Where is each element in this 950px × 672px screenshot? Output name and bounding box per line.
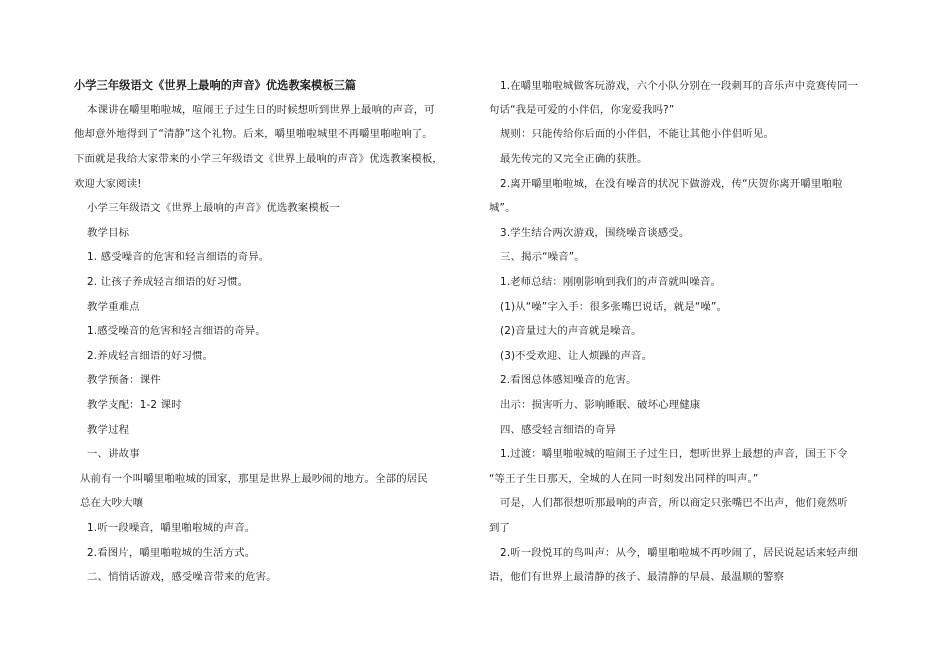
- subheading: 四、感受轻言细语的奇异: [500, 424, 616, 436]
- list-item: 1.听一段噪音，嚼里啪啦城的声音。: [87, 522, 256, 534]
- list-item: 1.老师总结：刚刚影响到我们的声音就叫噪音。: [500, 276, 722, 288]
- subheading: 一、讲故事: [87, 448, 140, 460]
- document-title: 小学三年级语文《世界上最响的声音》优选教案模板三篇: [74, 79, 357, 92]
- list-item: 2.养成轻言细语的好习惯。: [87, 350, 214, 362]
- paragraph-line: 语，他们有世界上最清静的孩子、最清静的早晨、最温顺的警察: [489, 571, 785, 583]
- subheading: 教学目标: [87, 227, 130, 239]
- list-item: 1.感受噪音的危害和轻言细语的奇异。: [87, 325, 266, 337]
- paragraph-line: 句话“我是可爱的小伴侣，你宠爱我吗?”: [489, 104, 675, 116]
- paragraph-line: 教学支配：1-2 课时: [87, 399, 182, 411]
- list-item: 2.看图总体感知噪音的危害。: [500, 374, 637, 386]
- paragraph-line: 本课讲在嚼里啪啦城，喧闹王子过生日的时候想听到世界上最响的声音，可: [87, 104, 435, 116]
- section-heading: 小学三年级语文《世界上最响的声音》优选教案模板一: [87, 202, 340, 214]
- paragraph-line: 教学预备：课件: [87, 374, 161, 386]
- paragraph-line: 他却意外地得到了“清静”这个礼物。后来，嚼里啪啦城里不再嚼里啪啦响了。: [74, 128, 433, 140]
- list-item: 2.离开嚼里啪啦城，在没有噪音的状况下做游戏，传“庆贺你离开嚼里啪啦: [500, 178, 843, 190]
- paragraph-line: 城”。: [489, 202, 516, 214]
- list-item: (2)音量过大的声音就是噪音。: [500, 325, 642, 337]
- paragraph-line: 到了: [489, 522, 511, 534]
- list-item: 2. 让孩子养成轻言细语的好习惯。: [87, 276, 249, 288]
- paragraph-line: “等王子生日那天，全城的人在同一时刻发出同样的叫声。”: [489, 473, 759, 485]
- subheading: 教学过程: [87, 424, 130, 436]
- paragraph-line: 最先传完的又完全正确的获胜。: [500, 153, 648, 165]
- list-item: (1)从“噪”字入手：很多张嘴巴说话，就是“噪”。: [500, 301, 728, 313]
- paragraph-line: 规则：只能传给你后面的小伴侣，不能让其他小伴侣听见。: [500, 128, 775, 140]
- paragraph-line: 出示：损害听力、影响睡眠、破坏心理健康: [500, 399, 701, 411]
- subheading: 教学重难点: [87, 301, 140, 313]
- list-item: 3.学生结合两次游戏，围绕噪音谈感受。: [500, 227, 690, 239]
- list-item: 2.看图片，嚼里啪啦城的生活方式。: [87, 547, 256, 559]
- list-item: (3)不受欢迎、让人烦躁的声音。: [500, 350, 653, 362]
- list-item: 1. 感受噪音的危害和轻言细语的奇异。: [87, 251, 270, 263]
- subheading: 二、悄悄话游戏，感受噪音带来的危害。: [87, 571, 277, 583]
- list-item: 1.在嚼里啪啦城做客玩游戏，六个小队分别在一段刺耳的音乐声中竞赛传同一: [500, 80, 859, 92]
- list-item: 1.过渡：嚼里啪啦城的喧闹王子过生日，想听世界上最想的声音，国王下令: [500, 448, 848, 460]
- paragraph-line: 总在大吵大嚷: [80, 497, 144, 509]
- paragraph-line: 从前有一个叫嚼里啪啦城的国家，那里是世界上最吵闹的地方。全部的居民: [80, 473, 428, 485]
- subheading: 三、揭示“噪音”。: [500, 251, 585, 263]
- list-item: 2.听一段悦耳的鸟叫声：从今，嚼里啪啦城不再吵闹了，居民说起话来轻声细: [500, 547, 859, 559]
- paragraph-line: 下面就是我给大家带来的小学三年级语文《世界上最响的声音》优选教案模板，: [74, 153, 443, 165]
- paragraph-line: 可是，人们都很想听那最响的声音，所以商定只张嘴巴不出声，他们竟然听: [500, 497, 848, 509]
- paragraph-line: 欢迎大家阅读!: [74, 178, 142, 190]
